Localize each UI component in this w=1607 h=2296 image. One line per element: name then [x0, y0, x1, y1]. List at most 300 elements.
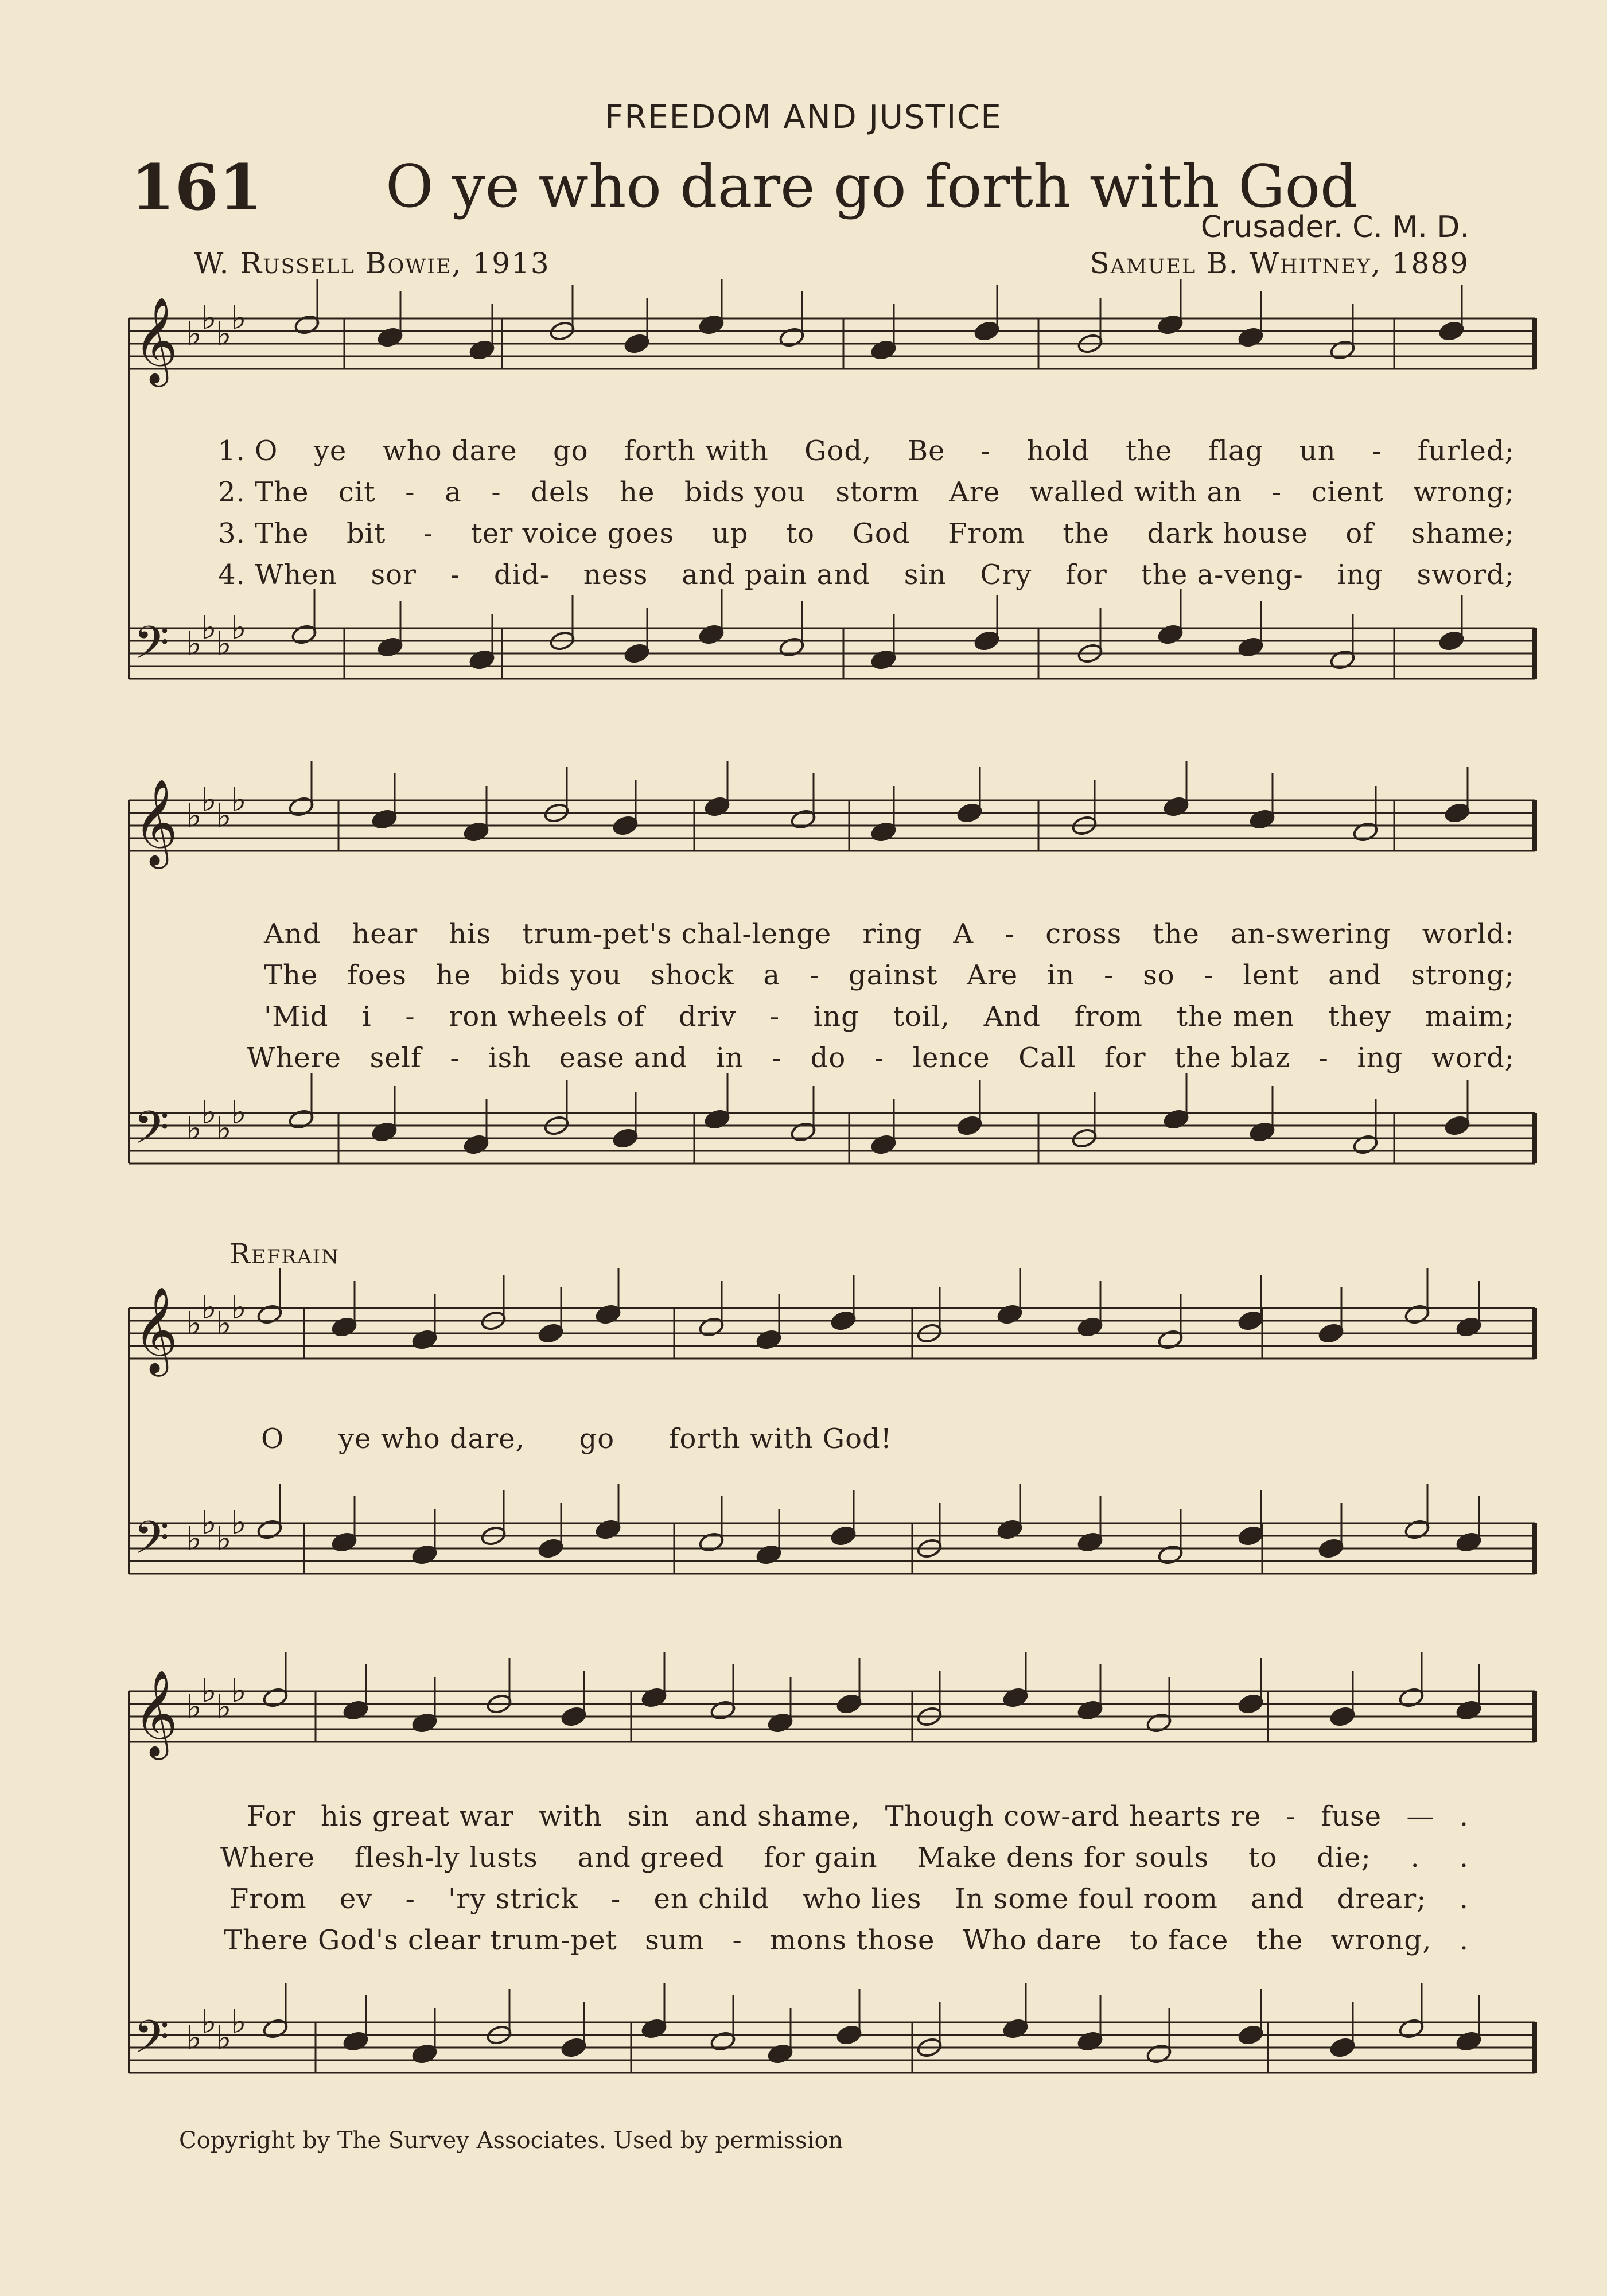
lyric-word: -	[405, 476, 415, 508]
note-head	[1404, 1303, 1430, 1325]
lyric-word: hold	[1026, 435, 1090, 467]
lyric-word: Are	[949, 476, 1001, 508]
flat-sign: ♭	[231, 781, 247, 819]
lyric-line	[247, 1800, 1469, 1832]
lyric-word: his	[449, 918, 492, 950]
note-head	[411, 1544, 438, 1566]
lyric-word: O	[261, 1423, 285, 1455]
lyric-word: Call	[1018, 1042, 1076, 1074]
lyric-word: 4. When	[218, 559, 337, 591]
note-head	[1329, 1706, 1356, 1727]
lyric-word: and	[1251, 1883, 1305, 1915]
note-head	[411, 1329, 438, 1351]
flat-sign: ♭	[186, 2019, 202, 2057]
note-head	[956, 1115, 983, 1137]
lyric-word: in	[1046, 959, 1075, 991]
note-head	[331, 1531, 357, 1553]
lyric-word: bit	[346, 517, 386, 550]
note-head	[1077, 1699, 1103, 1721]
lyric-word: ing	[1357, 1042, 1403, 1074]
flat-sign: ♭	[186, 316, 202, 353]
note-head	[1444, 1115, 1470, 1137]
lyric-word: so	[1143, 959, 1175, 991]
lyric-word: did-	[493, 559, 550, 591]
lyric-word: to	[1248, 1842, 1278, 1874]
lyric-word: mons those	[770, 1924, 935, 1956]
flat-sign: ♭	[186, 1305, 202, 1342]
lyric-word: -	[1371, 435, 1382, 467]
lyric-word: bids you	[500, 959, 622, 991]
lyric-word: go	[553, 435, 589, 467]
lyric-word: 'Mid	[264, 1001, 329, 1033]
bass-clef: 𝄢	[134, 616, 169, 680]
lyric-word: sum	[645, 1924, 705, 1956]
lyric-word: ease and	[559, 1042, 688, 1074]
note-head	[997, 1303, 1023, 1325]
lyric-word: -	[1204, 959, 1214, 991]
lyric-word: ness	[583, 559, 648, 591]
lyric-line	[218, 517, 1515, 550]
lyric-word: to face	[1130, 1924, 1229, 1956]
lyric-word: flesh-ly lusts	[354, 1842, 538, 1874]
note-head	[1398, 1687, 1425, 1709]
lyric-word: 3. The	[218, 517, 309, 550]
lyric-word: -	[423, 517, 434, 550]
lyric-word: Make dens for souls	[917, 1842, 1209, 1874]
lyric-line	[218, 435, 1515, 467]
lyric-line	[220, 1842, 1469, 1874]
note-head	[1404, 1519, 1430, 1540]
note-head	[1163, 796, 1189, 818]
note-head	[830, 1310, 857, 1332]
lyric-word: fuse	[1321, 1800, 1382, 1832]
treble-clef: 𝄞	[134, 296, 178, 383]
lyric-word: -	[769, 1001, 780, 1033]
note-head	[1444, 802, 1470, 824]
note-head	[756, 1544, 782, 1566]
note-head	[288, 1108, 314, 1130]
lyric-word: .	[1459, 1800, 1469, 1832]
section-title: FREEDOM AND JUSTICE	[605, 99, 1002, 136]
lyric-word: with	[539, 1800, 602, 1832]
lyric-word: 'ry strick	[448, 1883, 578, 1915]
lyric-line	[218, 559, 1515, 591]
lyric-word: From	[229, 1883, 307, 1915]
lyric-word: to	[785, 517, 815, 550]
lyric-word: they	[1328, 1001, 1391, 1033]
note-head	[1352, 821, 1379, 843]
lyric-word: dark house	[1147, 517, 1308, 550]
note-head	[371, 1121, 398, 1143]
flat-sign: ♭	[201, 299, 217, 337]
note-head	[1146, 2043, 1172, 2065]
lyric-word: in	[715, 1042, 744, 1074]
note-head	[1318, 1322, 1344, 1344]
lyric-word: gainst	[848, 959, 938, 991]
note-head	[710, 1699, 736, 1721]
lyric-word: self	[369, 1042, 422, 1074]
lyric-word: of	[1345, 517, 1374, 550]
lyric-word: -	[1286, 1800, 1296, 1832]
note-head	[870, 339, 897, 361]
lyric-word: From	[948, 517, 1025, 550]
lyric-word: en child	[653, 1883, 770, 1915]
flat-sign: ♭	[216, 1110, 232, 1147]
lyric-word: wrong,	[1330, 1924, 1432, 1956]
flat-sign: ♭	[216, 316, 232, 353]
lyric-word: sin	[627, 1800, 670, 1832]
note-head	[698, 1316, 725, 1338]
lyric-word: shame;	[1411, 517, 1515, 550]
note-head	[1077, 1531, 1103, 1553]
flat-sign: ♭	[231, 1289, 247, 1326]
note-head	[1157, 624, 1184, 645]
note-head	[1238, 1525, 1264, 1547]
note-head	[1456, 1316, 1482, 1338]
lyric-word: flag	[1208, 435, 1264, 467]
note-head	[870, 1134, 897, 1155]
lyric-word: the	[1125, 435, 1173, 467]
author: W. Russell Bowie, 1913	[194, 247, 550, 280]
lyric-word: .	[1459, 1924, 1469, 1956]
lyric-word: the	[1153, 918, 1200, 950]
treble-clef: 𝄞	[134, 778, 178, 865]
lyric-line	[264, 959, 1515, 991]
note-head	[463, 821, 489, 843]
lyric-word: And	[983, 1001, 1041, 1033]
note-head	[698, 1531, 725, 1553]
note-head	[1438, 630, 1465, 652]
lyric-word: 2. The	[218, 476, 309, 508]
note-head	[469, 339, 495, 361]
bass-clef: 𝄢	[134, 1511, 169, 1575]
flat-sign: ♭	[231, 1094, 247, 1131]
note-head	[1077, 2030, 1103, 2052]
note-head	[704, 796, 730, 818]
note-head	[767, 2043, 793, 2065]
flat-sign: ♭	[216, 2019, 232, 2057]
lyric-word: -	[405, 1883, 415, 1915]
lyric-word: -	[1005, 918, 1015, 950]
note-head	[1238, 2024, 1264, 2046]
note-head	[1163, 1108, 1189, 1130]
note-head	[974, 320, 1000, 342]
note-head	[469, 649, 495, 671]
lyric-word: an-swering	[1230, 918, 1391, 950]
lyric-word: -	[450, 559, 461, 591]
note-head	[411, 2043, 438, 2065]
note-head	[256, 1519, 283, 1540]
note-head	[956, 802, 983, 824]
lyric-word: -	[732, 1924, 742, 1956]
lyric-line	[264, 1001, 1515, 1033]
lyric-word: un	[1299, 435, 1336, 467]
lyric-word: .	[1459, 1883, 1469, 1915]
lyric-word: wrong;	[1413, 476, 1515, 508]
note-head	[1329, 339, 1356, 361]
note-head	[561, 2037, 587, 2058]
note-head	[411, 1712, 438, 1734]
lyric-word: —	[1406, 1800, 1435, 1832]
lyric-word: ter voice goes	[470, 517, 675, 550]
lyric-word: -	[450, 1042, 460, 1074]
note-head	[294, 314, 320, 336]
note-head	[262, 2018, 289, 2040]
lyric-word: he	[620, 476, 655, 508]
lyric-word: dels	[531, 476, 590, 508]
flat-sign: ♭	[186, 625, 202, 663]
note-head	[288, 796, 314, 818]
note-head	[1238, 326, 1264, 348]
lyric-word: the men	[1176, 1001, 1295, 1033]
lyric-word: word;	[1431, 1042, 1515, 1074]
lyric-line	[224, 1924, 1469, 1956]
lyric-word: .	[1459, 1842, 1469, 1874]
lyric-word: and greed	[577, 1842, 725, 1874]
lyric-word: ing	[1337, 559, 1383, 591]
tune-info: Crusader. C. M. D.	[1200, 210, 1469, 244]
lyric-word: shock	[651, 959, 734, 991]
note-head	[698, 314, 725, 336]
note-head	[262, 1687, 289, 1709]
lyric-word: i	[362, 1001, 372, 1033]
note-head	[371, 808, 398, 830]
lyric-word: foes	[347, 959, 407, 991]
lyric-word: Where	[247, 1042, 342, 1074]
lyric-word: ring	[862, 918, 923, 950]
lyric-word: and shame,	[694, 1800, 861, 1832]
note-head	[331, 1316, 357, 1338]
lyric-word: maim;	[1425, 1001, 1515, 1033]
lyric-word: cit	[338, 476, 376, 508]
flat-sign: ♭	[201, 2003, 217, 2041]
flat-sign: ♭	[216, 1305, 232, 1342]
copyright-notice: Copyright by The Survey Associates. Used by permission	[179, 2127, 843, 2154]
note-head	[1438, 320, 1465, 342]
lyric-word: forth with God!	[668, 1423, 892, 1455]
lyric-line	[229, 1883, 1469, 1915]
note-head	[1157, 314, 1184, 336]
note-head	[704, 1108, 730, 1130]
lyric-word: trum-pet's chal-lenge	[522, 918, 832, 950]
note-head	[779, 636, 805, 658]
note-head	[612, 1127, 639, 1149]
lyric-word: God,	[804, 435, 872, 467]
lyric-word: his great war	[320, 1800, 514, 1832]
flat-sign: ♭	[231, 609, 247, 647]
note-head	[710, 2030, 736, 2052]
note-head	[1352, 1134, 1379, 1155]
note-head	[1329, 2037, 1356, 2058]
note-head	[974, 630, 1000, 652]
lyric-word: -	[809, 959, 820, 991]
lyric-word: For	[247, 1800, 296, 1832]
refrain-lyric	[261, 1423, 892, 1455]
lyric-word: for	[1065, 559, 1107, 591]
note-head	[1398, 2018, 1425, 2040]
lyric-word: 1. O	[218, 435, 278, 467]
lyric-word: driv	[678, 1001, 737, 1033]
note-head	[377, 636, 403, 658]
lyric-word: Where	[220, 1842, 316, 1874]
lyric-word: -	[611, 1883, 621, 1915]
flat-sign: ♭	[186, 797, 202, 835]
note-head	[1157, 1329, 1184, 1351]
lyric-word: lent	[1243, 959, 1299, 991]
note-head	[463, 1134, 489, 1155]
lyric-word: the	[1256, 1924, 1304, 1956]
lyric-word: -	[1271, 476, 1282, 508]
lyric-word: And	[264, 918, 321, 950]
note-head	[291, 624, 317, 645]
lyric-word: ye who dare,	[338, 1423, 525, 1455]
lyric-word: the blaz	[1174, 1042, 1290, 1074]
lyric-word: up	[711, 517, 749, 550]
note-head	[997, 1519, 1023, 1540]
bass-clef: 𝄢	[134, 2010, 169, 2075]
lyric-word: who lies	[802, 1883, 922, 1915]
treble-clef: 𝄞	[134, 1669, 178, 1756]
note-head	[1157, 1544, 1184, 1566]
lyric-word: strong;	[1411, 959, 1515, 991]
lyric-word: and pain and	[682, 559, 870, 591]
note-head	[1456, 1531, 1482, 1553]
flat-sign: ♭	[216, 1688, 232, 1726]
lyric-line	[264, 918, 1515, 950]
lyric-line	[247, 1042, 1515, 1074]
lyric-word: and	[1328, 959, 1382, 991]
lyric-word: -	[1318, 1042, 1329, 1074]
note-head	[1249, 808, 1275, 830]
note-head	[836, 1693, 862, 1715]
lyric-word: go	[579, 1423, 615, 1455]
lyric-word: Cry	[980, 559, 1032, 591]
lyric-word: walled with an	[1029, 476, 1243, 508]
lyric-word: ye	[313, 435, 347, 467]
note-head	[256, 1303, 283, 1325]
lyric-word: sor	[371, 559, 417, 591]
flat-sign: ♭	[231, 2003, 247, 2041]
lyric-word: who dare	[382, 435, 517, 467]
flat-sign: ♭	[186, 1110, 202, 1147]
flat-sign: ♭	[201, 1504, 217, 1542]
lyric-word: drear;	[1337, 1883, 1427, 1915]
lyric-word: the a-veng-	[1141, 559, 1304, 591]
lyric-word: ish	[488, 1042, 531, 1074]
lyric-word: ron wheels of	[449, 1001, 645, 1033]
lyric-word: hear	[352, 918, 418, 950]
note-head	[1238, 1310, 1264, 1332]
lyric-word: -	[772, 1042, 783, 1074]
lyric-word: he	[435, 959, 471, 991]
flat-sign: ♭	[186, 1520, 202, 1558]
lyric-word: sin	[904, 559, 947, 591]
note-head	[343, 1699, 369, 1721]
note-head	[767, 1712, 793, 1734]
lyric-word: A	[953, 918, 974, 950]
composer: Samuel B. Whitney, 1889	[1090, 247, 1469, 280]
flat-sign: ♭	[201, 1094, 217, 1131]
lyric-word: lence	[912, 1042, 990, 1074]
lyric-word: cross	[1045, 918, 1122, 950]
lyric-word: a	[763, 959, 781, 991]
flat-sign: ♭	[216, 625, 232, 663]
note-head	[538, 1322, 564, 1344]
lyric-word: Who dare	[962, 1924, 1102, 1956]
note-head	[343, 2030, 369, 2052]
note-head	[641, 2018, 667, 2040]
note-head	[595, 1303, 621, 1325]
lyric-word: Though cow-ard hearts re	[885, 1800, 1262, 1832]
lyric-word: -	[1104, 959, 1114, 991]
note-head	[698, 624, 725, 645]
note-head	[1456, 1699, 1482, 1721]
note-head	[756, 1329, 782, 1351]
flat-sign: ♭	[201, 1672, 217, 1710]
note-head	[790, 808, 816, 830]
note-head	[612, 815, 639, 836]
lyric-word: -	[980, 435, 991, 467]
note-head	[1318, 1538, 1344, 1559]
flat-sign: ♭	[231, 1672, 247, 1710]
note-head	[595, 1519, 621, 1540]
hymn-number: 161	[131, 150, 263, 224]
flat-sign: ♭	[201, 781, 217, 819]
lyric-word: the	[1063, 517, 1110, 550]
lyric-word: ev	[339, 1883, 373, 1915]
note-head	[538, 1538, 564, 1559]
lyric-word: cient	[1311, 476, 1384, 508]
note-head	[1146, 1712, 1172, 1734]
note-head	[870, 821, 897, 843]
lyric-word: a	[445, 476, 462, 508]
lyric-word: for gain	[764, 1842, 878, 1874]
lyric-word: God	[852, 517, 910, 550]
note-head	[790, 1121, 816, 1143]
lyric-line	[218, 476, 1515, 508]
bass-clef: 𝄢	[134, 1101, 169, 1165]
lyric-word: for	[1104, 1042, 1146, 1074]
lyric-word: do	[810, 1042, 846, 1074]
note-head	[830, 1525, 857, 1547]
lyric-word: -	[491, 476, 501, 508]
note-head	[779, 326, 805, 348]
lyric-word: world:	[1422, 918, 1515, 950]
flat-sign: ♭	[216, 1520, 232, 1558]
lyric-word: die;	[1317, 1842, 1371, 1874]
note-head	[1249, 1121, 1275, 1143]
lyric-word: -	[405, 1001, 415, 1033]
lyric-word: furled;	[1417, 435, 1515, 467]
note-head	[377, 326, 403, 348]
refrain-label: Refrain	[229, 1238, 340, 1270]
lyric-word: Be	[907, 435, 945, 467]
flat-sign: ♭	[186, 1688, 202, 1726]
note-head	[624, 643, 650, 664]
note-head	[836, 2024, 862, 2046]
note-head	[561, 1706, 587, 1727]
note-head	[1456, 2030, 1482, 2052]
lyric-word: -	[874, 1042, 885, 1074]
lyric-word: storm	[835, 476, 920, 508]
treble-clef: 𝄞	[134, 1286, 178, 1373]
flat-sign: ♭	[231, 1504, 247, 1542]
lyric-word: The	[264, 959, 318, 991]
flat-sign: ♭	[231, 299, 247, 337]
note-head	[1238, 636, 1264, 658]
lyric-word: There God's clear trum-pet	[224, 1924, 617, 1956]
note-head	[1002, 1687, 1029, 1709]
